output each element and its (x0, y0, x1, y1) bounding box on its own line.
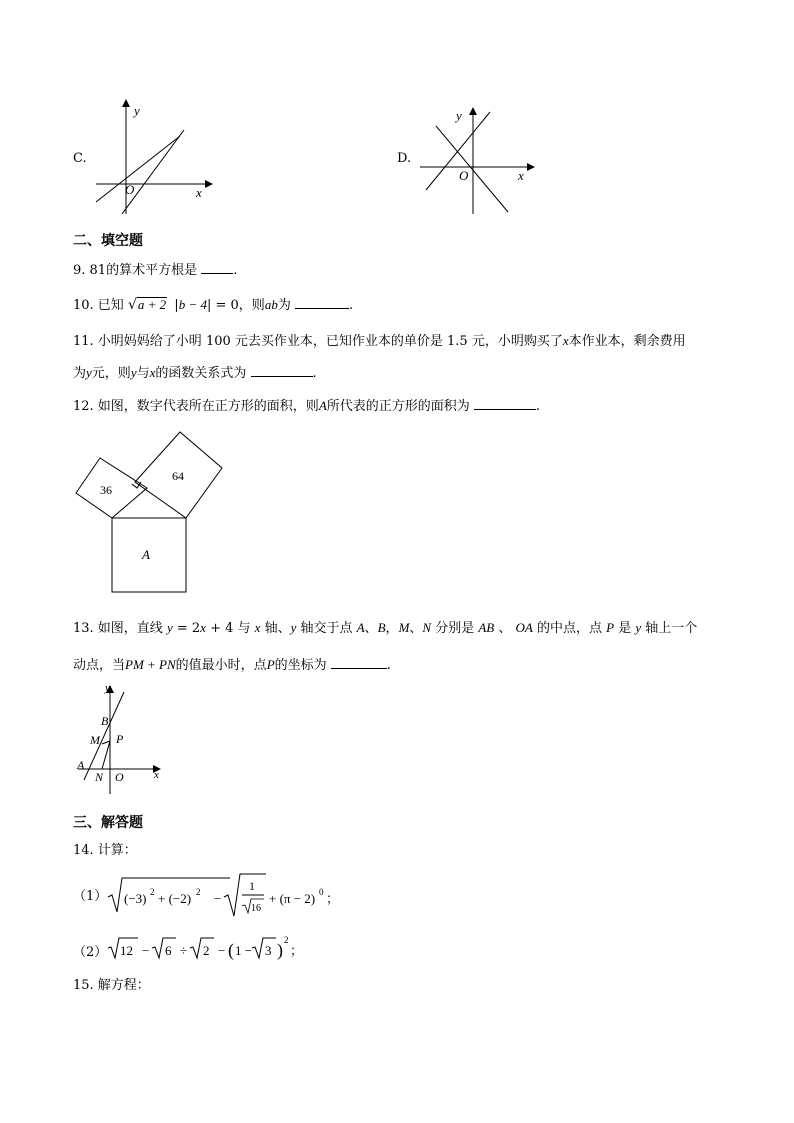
question-12: 12. 如图，数字代表所在正方形的面积，则A所代表的正方形的面积为 . (73, 398, 541, 414)
line-1 (122, 130, 184, 214)
svg-text:−: − (214, 891, 222, 906)
svg-text:): ) (277, 940, 283, 960)
svg-text:(: ( (228, 940, 234, 960)
question-13-line-1: 13. 如图，直线 y = 2x + 4 与 x 轴、y 轴交于点 A、B，M、N 分别是 AB 、 OA 的中点，点 P 是 y 轴上一个 (73, 620, 698, 636)
question-13-line-2: 动点，当PM + PN的值最小时，点P的坐标为 . (73, 657, 391, 673)
svg-text:(−3): (−3) (124, 891, 147, 906)
point-b-label: B (101, 714, 109, 728)
y-label: y (456, 108, 462, 123)
svg-text:+ (−2): + (−2) (158, 891, 192, 906)
svg-text:+ (π − 2): + (π − 2) (269, 891, 316, 906)
figure-13-graph (74, 680, 168, 796)
svg-text:3: 3 (265, 943, 272, 958)
origin-label: O (115, 770, 124, 784)
svg-text:÷: ÷ (180, 943, 188, 958)
section-fill-in-title: 二、填空题 (73, 233, 143, 249)
point-m-label: M (90, 733, 100, 747)
svg-text:−: − (218, 943, 226, 958)
point-n-label: N (95, 770, 104, 784)
answer-blank[interactable] (295, 297, 349, 309)
question-15-title: 15. 解方程： (73, 978, 150, 993)
svg-text:1 −: 1 − (235, 943, 253, 958)
point-a-label: A (77, 758, 85, 772)
x-label: x (154, 769, 159, 781)
svg-text:−: − (142, 943, 150, 958)
point-p-label: P (116, 732, 124, 746)
question-14-title: 14. 计算： (73, 843, 137, 858)
question-11-line-1: 11. 小明妈妈给了小明 100 元去买作业本，已知作业本的单价是 1.5 元，小明购买了x本作业本，剩余费用 (73, 333, 686, 349)
question-14-part-2: （2） (73, 945, 108, 960)
area-label-64: 64 (172, 469, 184, 483)
square-label-a: A (142, 547, 150, 562)
figure-d-graph (416, 104, 540, 218)
origin-label: O (459, 168, 469, 183)
x-label: x (518, 168, 524, 183)
option-d-label: D. (397, 151, 412, 166)
answer-blank[interactable] (251, 365, 313, 377)
question-9: 9. 81的算术平方根是 . (73, 263, 238, 278)
origin-label: O (125, 182, 135, 197)
answer-blank[interactable] (331, 657, 387, 669)
area-label-36: 36 (100, 483, 112, 497)
y-label: y (134, 103, 140, 118)
punctuation: ； (326, 891, 340, 906)
punctuation: ； (290, 943, 304, 958)
expression-2 (106, 932, 304, 962)
svg-text:2: 2 (203, 943, 210, 958)
question-11-line-2: 为y元，则y与x的函数关系式为 . (73, 365, 317, 381)
question-14-part-1: （1） (73, 889, 108, 904)
svg-text:6: 6 (165, 943, 172, 958)
answer-blank[interactable] (201, 262, 233, 274)
svg-text:2: 2 (150, 887, 155, 897)
expression-1 (106, 872, 338, 920)
question-10: 10. 已知 √a + 2 |b − 4| = 0，则ab为 . (73, 297, 354, 313)
answer-blank[interactable] (474, 398, 536, 410)
svg-text:16: 16 (251, 903, 261, 914)
x-label: x (196, 185, 202, 200)
svg-text:12: 12 (120, 943, 133, 958)
option-c-label: C. (73, 151, 87, 166)
figure-12-squares (70, 426, 230, 598)
section-solve-title: 三、解答题 (73, 815, 143, 831)
figure-c-graph (92, 96, 222, 218)
svg-text:0: 0 (319, 887, 324, 897)
svg-text:2: 2 (284, 935, 289, 945)
svg-text:2: 2 (196, 887, 201, 897)
svg-text:1: 1 (249, 879, 255, 893)
segment-pn (102, 741, 110, 769)
y-label: y (105, 682, 110, 694)
line-2 (436, 126, 508, 212)
